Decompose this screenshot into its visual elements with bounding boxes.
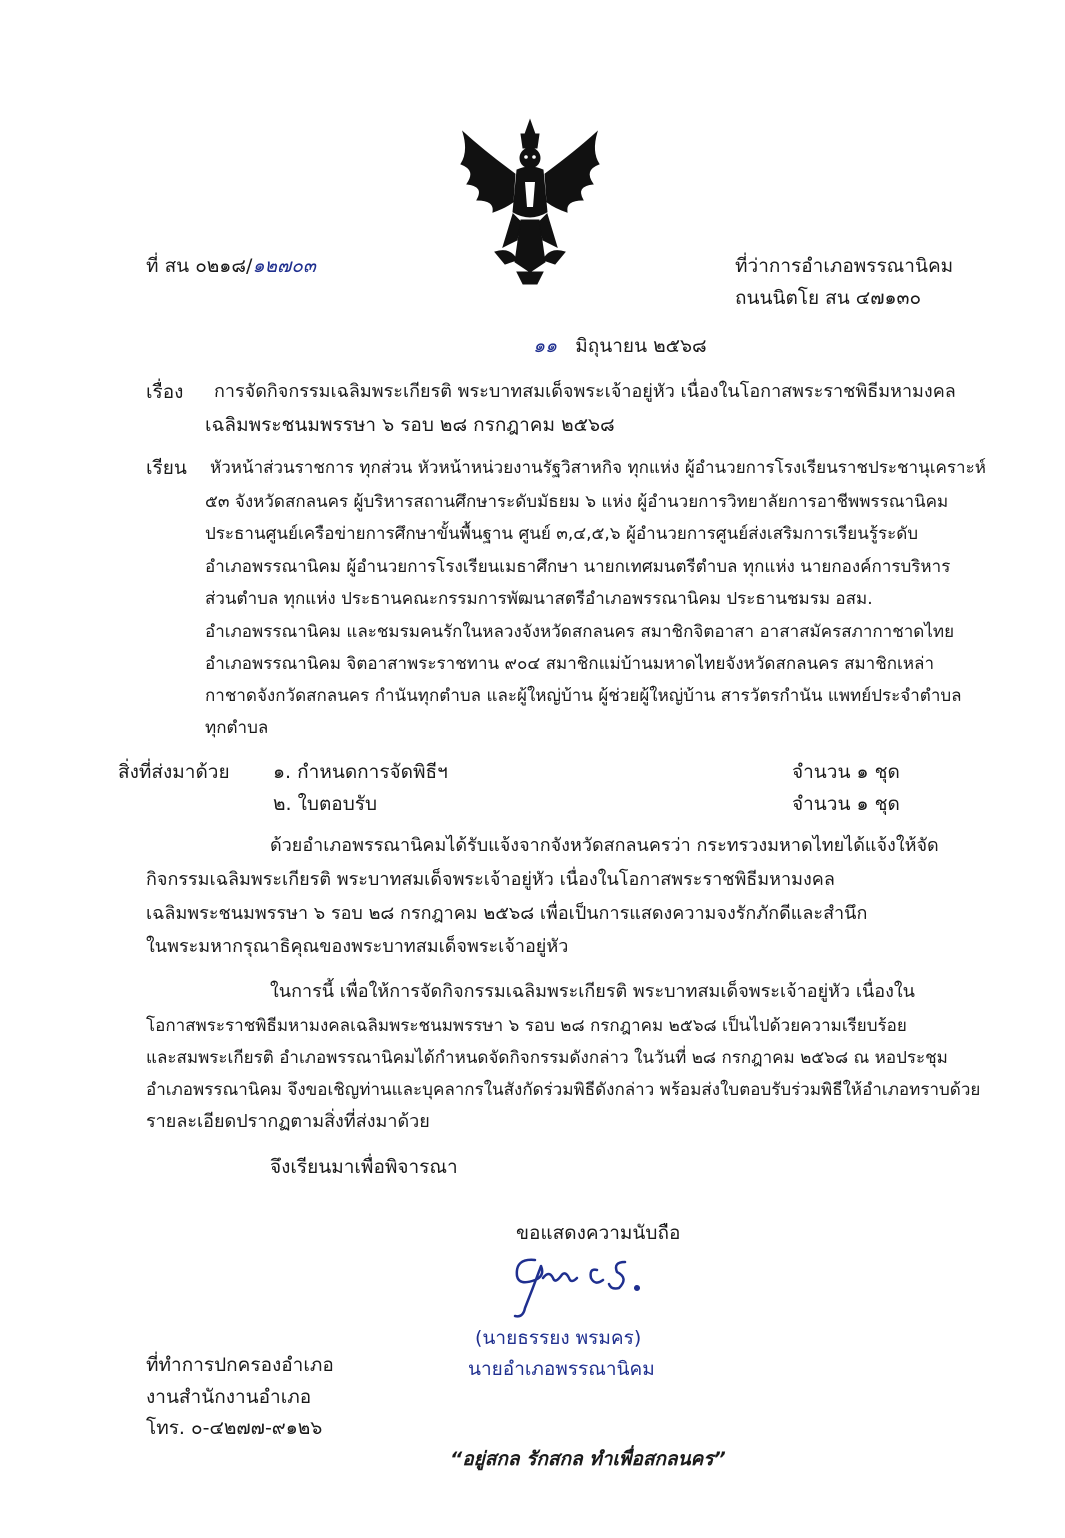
enclosure-item-qty: จำนวน ๑ ชุด bbox=[792, 793, 900, 815]
recipients-line: ประธานศูนย์เครือข่ายการศึกษาขั้นพื้นฐาน ศูนย์ ๓,๔,๕,๖ ผู้อำนวยการศูนย์ส่งเสริมการเรียนรู้ระดับ bbox=[205, 524, 919, 544]
body-paragraph-line: กิจกรรมเฉลิมพระเกียรติ พระบาทสมเด็จพระเจ้าอยู่หัว เนื่องในโอกาสพระราชพิธีมหามงคล bbox=[146, 869, 835, 890]
recipients-line: ทุกตำบล bbox=[205, 718, 269, 738]
recipients-label: เรียน bbox=[146, 457, 187, 479]
letter-date bbox=[533, 334, 707, 358]
recipients-line: กาชาดจังกวัดสกลนคร กำนันทุกตำบล และผู้ใหญ่บ้าน ผู้ช่วยผู้ใหญ่บ้าน สารวัตรกำนัน แพทย์ประจำตำบล bbox=[205, 686, 962, 706]
recipients-line: ๕๓ จังหวัดสกลนคร ผู้บริหารสถานศึกษาระดับมัธยม ๖ แห่ง ผู้อำนวยการวิทยาลัยการอาชีพพรรณานิคม bbox=[205, 492, 949, 512]
signer-position: นายอำเภอพรรณานิคม bbox=[468, 1358, 655, 1380]
enclosure-item-qty: จำนวน ๑ ชุด bbox=[792, 761, 900, 783]
footer-motto: “อยู่สกล รักสกล ทำเพื่อสกลนคร” bbox=[450, 1448, 726, 1470]
subject-label: เรื่อง bbox=[146, 381, 184, 403]
recipients-line: อำเภอพรรณานิคม ผู้อำนวยการโรงเรียนเมธาศึกษา นายกเทศมนตรีตำบล ทุกแห่ง นายกองค์การบริหาร bbox=[205, 557, 951, 577]
body-paragraph-line: อำเภอพรรณานิคม จึงขอเชิญท่านและบุคลากรในสังกัดร่วมพิธีดังกล่าว พร้อมส่งใบตอบรับร่วมพิธีให้อำเภอทราบด้วย bbox=[146, 1080, 981, 1100]
footer-office-line2: งานสำนักงานอำเภอ bbox=[146, 1386, 312, 1408]
reference-prefix: ที่ สน ๐๒๑๘/ bbox=[146, 255, 253, 277]
signer-name: (นายธรรยง พรมคร) bbox=[475, 1327, 642, 1349]
enclosures-label: สิ่งที่ส่งมาด้วย bbox=[118, 761, 230, 783]
recipients-line: อำเภอพรรณานิคม จิตอาสาพระราชทาน ๙๐๔ สมาชิกแม่บ้านมหาดไทยจังหวัดสกลนคร สมาชิกเหล่า bbox=[205, 654, 935, 674]
enclosure-item-name: ๒. ใบตอบรับ bbox=[273, 793, 378, 815]
recipients-line: อำเภอพรรณานิคม และชมรมคนรักในหลวงจังหวัดสกลนคร สมาชิกจิตอาสา อาสาสมัครสภากาชาดไทย bbox=[205, 622, 955, 642]
reference-handwritten: ๑๒๗๐๓ bbox=[252, 255, 316, 277]
body-paragraph-line: เฉลิมพระชนมพรรษา ๖ รอบ ๒๘ กรกฎาคม ๒๕๖๘ เพื่อเป็นการแสดงความจงรักภักดีและสำนึก bbox=[146, 903, 868, 924]
date-month-year: มิถุนายน ๒๕๖๘ bbox=[575, 335, 707, 357]
handwritten-signature bbox=[505, 1248, 705, 1323]
body-paragraph-line: และสมพระเกียรติ อำเภอพรรณานิคมได้กำหนดจัดกิจกรรมดังกล่าว ในวันที่ ๒๘ กรกฎาคม ๒๕๖๘ ณ หอประชุม bbox=[146, 1048, 948, 1068]
body-paragraph-line: ในการนี้ เพื่อให้การจัดกิจกรรมเฉลิมพระเกียรติ พระบาทสมเด็จพระเจ้าอยู่หัว เนื่องใน bbox=[270, 981, 915, 1002]
subject-line1: การจัดกิจกรรมเฉลิมพระเกียรติ พระบาทสมเด็จพระเจ้าอยู่หัว เนื่องในโอกาสพระราชพิธีมหามงคล bbox=[214, 381, 956, 402]
body-paragraph-line: โอกาสพระราชพิธีมหามงคลเฉลิมพระชนมพรรษา ๖ รอบ ๒๘ กรกฎาคม ๒๕๖๘ เป็นไปด้วยความเรียบร้อย bbox=[146, 1016, 907, 1036]
body-paragraph-line: รายละเอียดปรากฏตามสิ่งที่ส่งมาด้วย bbox=[146, 1111, 430, 1132]
garuda-emblem-icon bbox=[455, 112, 605, 287]
office-address-line1: ที่ว่าการอำเภอพรรณานิคม bbox=[735, 255, 954, 277]
date-day-handwritten: ๑๑ bbox=[533, 335, 558, 357]
footer-phone: โทร. ๐-๔๒๗๗-๙๑๒๖ bbox=[146, 1417, 323, 1439]
body-paragraph-line: ด้วยอำเภอพรรณานิคมได้รับแจ้งจากจังหวัดสกลนครว่า กระทรวงมหาดไทยได้แจ้งให้จัด bbox=[270, 835, 939, 856]
body-paragraph-line: ในพระมหากรุณาธิคุณของพระบาทสมเด็จพระเจ้าอยู่หัว bbox=[146, 936, 569, 957]
regards-text: ขอแสดงความนับถือ bbox=[516, 1222, 681, 1244]
recipients-line: หัวหน้าส่วนราชการ ทุกส่วน หัวหน้าหน่วยงานรัฐวิสาหกิจ ทุกแห่ง ผู้อำนวยการโรงเรียนราชประชานุเคราะห์ bbox=[210, 458, 986, 478]
subject-line2: เฉลิมพระชนมพรรษา ๖ รอบ ๒๘ กรกฎาคม ๒๕๖๘ bbox=[205, 414, 615, 436]
footer-office-line1: ที่ทำการปกครองอำเภอ bbox=[146, 1354, 334, 1376]
recipients-line: ส่วนตำบล ทุกแห่ง ประธานคณะกรรมการพัฒนาสตรีอำเภอพรรณานิคม ประธานชมรม อสม. bbox=[205, 589, 873, 609]
reference-number bbox=[146, 254, 316, 278]
enclosure-item-name: ๑. กำหนดการจัดพิธีฯ bbox=[273, 761, 448, 783]
closing-line: จึงเรียนมาเพื่อพิจารณา bbox=[270, 1156, 458, 1178]
office-address-line2: ถนนนิตโย สน ๔๗๑๓๐ bbox=[735, 287, 922, 309]
